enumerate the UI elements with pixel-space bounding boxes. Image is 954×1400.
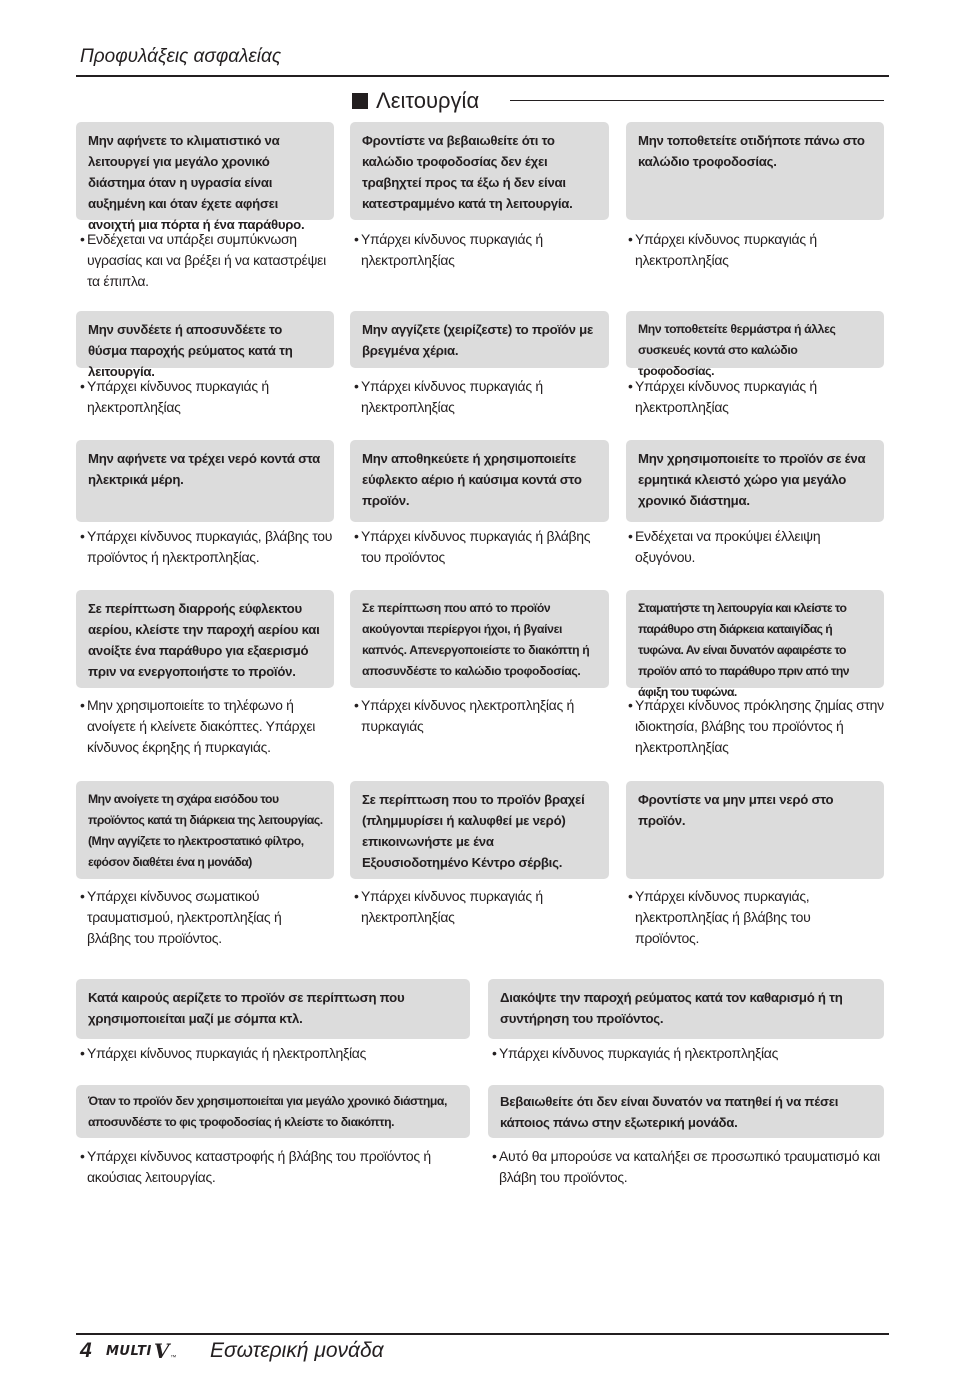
warning-note-text: Υπάρχει κίνδυνος πυρκαγιάς, ηλεκτροπληξίας ή βλάβης του προϊόντος.	[635, 888, 811, 946]
warning-note-text: Ενδέχεται να προκύψει έλλειψη οξυγόνου.	[635, 528, 821, 565]
warning-box: Μην τοποθετείτε οτιδήποτε πάνω στο καλώδιο τροφοδοσίας.	[626, 122, 884, 220]
warning-note	[352, 886, 607, 928]
warning-note	[78, 1146, 459, 1188]
warning-box: Μην αφήνετε το κλιματιστικό να λειτουργεί για μεγάλο χρονικό διάστημα όταν η υγρασία είναι αυξημένη και όταν έχετε αφήσει ανοιχτή μια πόρτα ή ένα παράθυρο.	[76, 122, 334, 220]
warning-note	[78, 376, 333, 418]
warning-note-text: Αυτό θα μπορούσε να καταλήξει σε προσωπικό τραυματισμό και βλάβη του προϊόντος.	[499, 1148, 880, 1185]
bullet: •	[628, 378, 633, 394]
warning-note-text: Μην χρησιμοποιείτε το τηλέφωνο ή ανοίγετε ή κλείνετε διακόπτες. Υπάρχει κίνδυνος έκρηξης ή πυρκαγιάς.	[87, 697, 316, 755]
warning-box: Κατά καιρούς αερίζετε το προϊόν σε περίπτωση που χρησιμοποιείται μαζί με σόμπα κτλ.	[76, 979, 470, 1039]
warning-note-text: Υπάρχει κίνδυνος πυρκαγιάς ή ηλεκτροπληξίας	[87, 378, 269, 415]
warning-box: Βεβαιωθείτε ότι δεν είναι δυνατόν να πατηθεί ή να πέσει κάποιος πάνω στην εξωτερική μονάδα.	[488, 1085, 884, 1138]
warning-box: Μην ανοίγετε τη σχάρα εισόδου του προϊόντος κατά τη διάρκεια της λειτουργίας. (Μην αγγίζετε το ηλεκτροστατικό φίλτρο, εφόσον διαθέτει ένα η μονάδα)	[76, 781, 334, 879]
bullet: •	[80, 528, 85, 544]
bullet: •	[628, 888, 633, 904]
warning-box: Μην τοποθετείτε θερμάστρα ή άλλες συσκευές κοντά στο καλώδιο τροφοδοσίας.	[626, 311, 884, 368]
warning-note	[626, 526, 881, 568]
multi-v-logo	[106, 1341, 176, 1361]
warning-box: Φροντίστε να βεβαιωθείτε ότι το καλώδιο τροφοδοσίας δεν έχει τραβηχτεί προς τα έξω ή δεν είναι κατεστραμμένο κατά τη λειτουργία.	[350, 122, 609, 220]
warning-note-text: Υπάρχει κίνδυνος ηλεκτροπληξίας ή πυρκαγιάς	[361, 697, 574, 734]
bullet: •	[80, 378, 85, 394]
warning-box: Όταν το προϊόν δεν χρησιμοποιείται για μεγάλο χρονικό διάστημα, αποσυνδέστε το φις τροφοδοσίας ή κλείστε το διακόπτη.	[76, 1085, 470, 1138]
section-heading	[352, 86, 479, 116]
warning-note	[490, 1043, 891, 1064]
warning-note	[352, 526, 607, 568]
warning-box: Φροντίστε να μην μπει νερό στο προϊόν.	[626, 781, 884, 879]
warning-box: Μην χρησιμοποιείτε το προϊόν σε ένα ερμητικά κλειστό χώρο για μεγάλο χρονικό διάστημα.	[626, 440, 884, 522]
logo-multi-text: MULTI	[106, 1343, 152, 1359]
warning-box: Σταματήστε τη λειτουργία και κλείστε το παράθυρο στη διάρκεια καταιγίδας ή τυφώνα. Αν είναι δυνατόν αφαιρέστε το προϊόν από το παράθυρο πριν από την άφιξη του τυφώνα.	[626, 590, 884, 688]
page-number: 4	[80, 1339, 92, 1362]
warning-note	[78, 526, 333, 568]
bullet: •	[628, 528, 633, 544]
warning-note	[626, 376, 881, 418]
warning-note	[352, 376, 607, 418]
bullet: •	[80, 1045, 85, 1061]
warning-box: Σε περίπτωση διαρροής εύφλεκτου αερίου, κλείστε την παροχή αερίου και ανοίξτε ένα παράθυρο για εξαερισμό πριν να ενεργοποιήστε το προϊόν.	[76, 590, 334, 688]
warning-note	[626, 886, 851, 949]
section-square-icon	[352, 93, 368, 109]
warning-note	[78, 886, 309, 949]
warning-box: Μην αγγίζετε (χειρίζεστε) το προϊόν με βρεγμένα χέρια.	[350, 311, 609, 368]
bullet: •	[492, 1148, 497, 1164]
footer-divider	[76, 1333, 889, 1335]
bullet: •	[354, 378, 359, 394]
warning-note	[78, 229, 333, 292]
bullet: •	[80, 1148, 85, 1164]
warning-note	[352, 229, 607, 271]
warning-note-text: Ενδέχεται να υπάρξει συμπύκνωση υγρασίας και να βρέξει ή να καταστρέψει τα έπιπλα.	[87, 231, 326, 289]
bullet: •	[80, 888, 85, 904]
bullet: •	[628, 231, 633, 247]
warning-note	[352, 695, 607, 737]
warning-note-text: Υπάρχει κίνδυνος πυρκαγιάς ή βλάβης του προϊόντος	[361, 528, 591, 565]
warning-note	[78, 695, 343, 758]
logo-trademark: ™	[170, 1355, 177, 1361]
section-rule	[510, 100, 884, 101]
warning-box: Μην αφήνετε να τρέχει νερό κοντά στα ηλεκτρικά μέρη.	[76, 440, 334, 522]
page-header-title: Προφυλάξεις ασφαλείας	[80, 46, 282, 67]
bullet: •	[80, 697, 85, 713]
warning-note-text: Υπάρχει κίνδυνος πυρκαγιάς ή ηλεκτροπληξίας	[361, 231, 543, 268]
warning-box: Σε περίπτωση που από το προϊόν ακούγονται περίεργοι ήχοι, ή βγαίνει καπνός. Απενεργοποιείστε το διακόπτη ή αποσυνδέστε το καλώδιο τροφοδοσίας.	[350, 590, 609, 688]
footer-title: Εσωτερική μονάδα	[210, 1339, 384, 1362]
warning-note	[626, 695, 887, 758]
bullet: •	[628, 697, 633, 713]
warning-box: Σε περίπτωση που το προϊόν βραχεί (πλημμυρίσει ή καλυφθεί με νερό) επικοινωνήστε με ένα Εξουσιοδοτημένο Κέντρο σέρβις.	[350, 781, 609, 879]
bullet: •	[354, 888, 359, 904]
logo-v-text: V	[153, 1339, 170, 1363]
warning-note-text: Υπάρχει κίνδυνος πρόκλησης ζημίας στην ιδιοκτησία, βλάβης του προϊόντος ή ηλεκτροπληξίας	[635, 697, 884, 755]
bullet: •	[354, 231, 359, 247]
warning-note	[78, 1043, 477, 1064]
warning-note-text: Υπάρχει κίνδυνος πυρκαγιάς ή ηλεκτροπληξίας	[87, 1045, 367, 1061]
warning-note-text: Υπάρχει κίνδυνος πυρκαγιάς ή ηλεκτροπληξίας	[361, 378, 543, 415]
bullet: •	[354, 528, 359, 544]
warning-box: Μην συνδέετε ή αποσυνδέετε το θύσμα παροχής ρεύματος κατά τη λειτουργία.	[76, 311, 334, 368]
warning-note-text: Υπάρχει κίνδυνος σωματικού τραυματισμού, ηλεκτροπληξίας ή βλάβης του προϊόντος.	[87, 888, 282, 946]
header-divider	[76, 75, 889, 77]
section-title: Λειτουργία	[376, 88, 480, 113]
warning-box: Διακόψτε την παροχή ρεύματος κατά τον καθαρισμό ή τη συντήρηση του προϊόντος.	[488, 979, 884, 1039]
warning-note-text: Υπάρχει κίνδυνος πυρκαγιάς ή ηλεκτροπληξίας	[635, 378, 817, 415]
warning-note	[490, 1146, 891, 1188]
warning-note-text: Υπάρχει κίνδυνος καταστροφής ή βλάβης του προϊόντος ή ακούσιας λειτουργίας.	[87, 1148, 431, 1185]
warning-box: Μην αποθηκεύετε ή χρησιμοποιείτε εύφλεκτο αέριο ή καύσιμα κοντά στο προϊόν.	[350, 440, 609, 522]
bullet: •	[80, 231, 85, 247]
bullet: •	[492, 1045, 497, 1061]
warning-note-text: Υπάρχει κίνδυνος πυρκαγιάς ή ηλεκτροπληξίας	[361, 888, 543, 925]
warning-note-text: Υπάρχει κίνδυνος πυρκαγιάς ή ηλεκτροπληξίας	[635, 231, 817, 268]
warning-note-text: Υπάρχει κίνδυνος πυρκαγιάς, βλάβης του προϊόντος ή ηλεκτροπληξίας.	[87, 528, 333, 565]
warning-note-text: Υπάρχει κίνδυνος πυρκαγιάς ή ηλεκτροπληξίας	[499, 1045, 779, 1061]
warning-note	[626, 229, 881, 271]
bullet: •	[354, 697, 359, 713]
